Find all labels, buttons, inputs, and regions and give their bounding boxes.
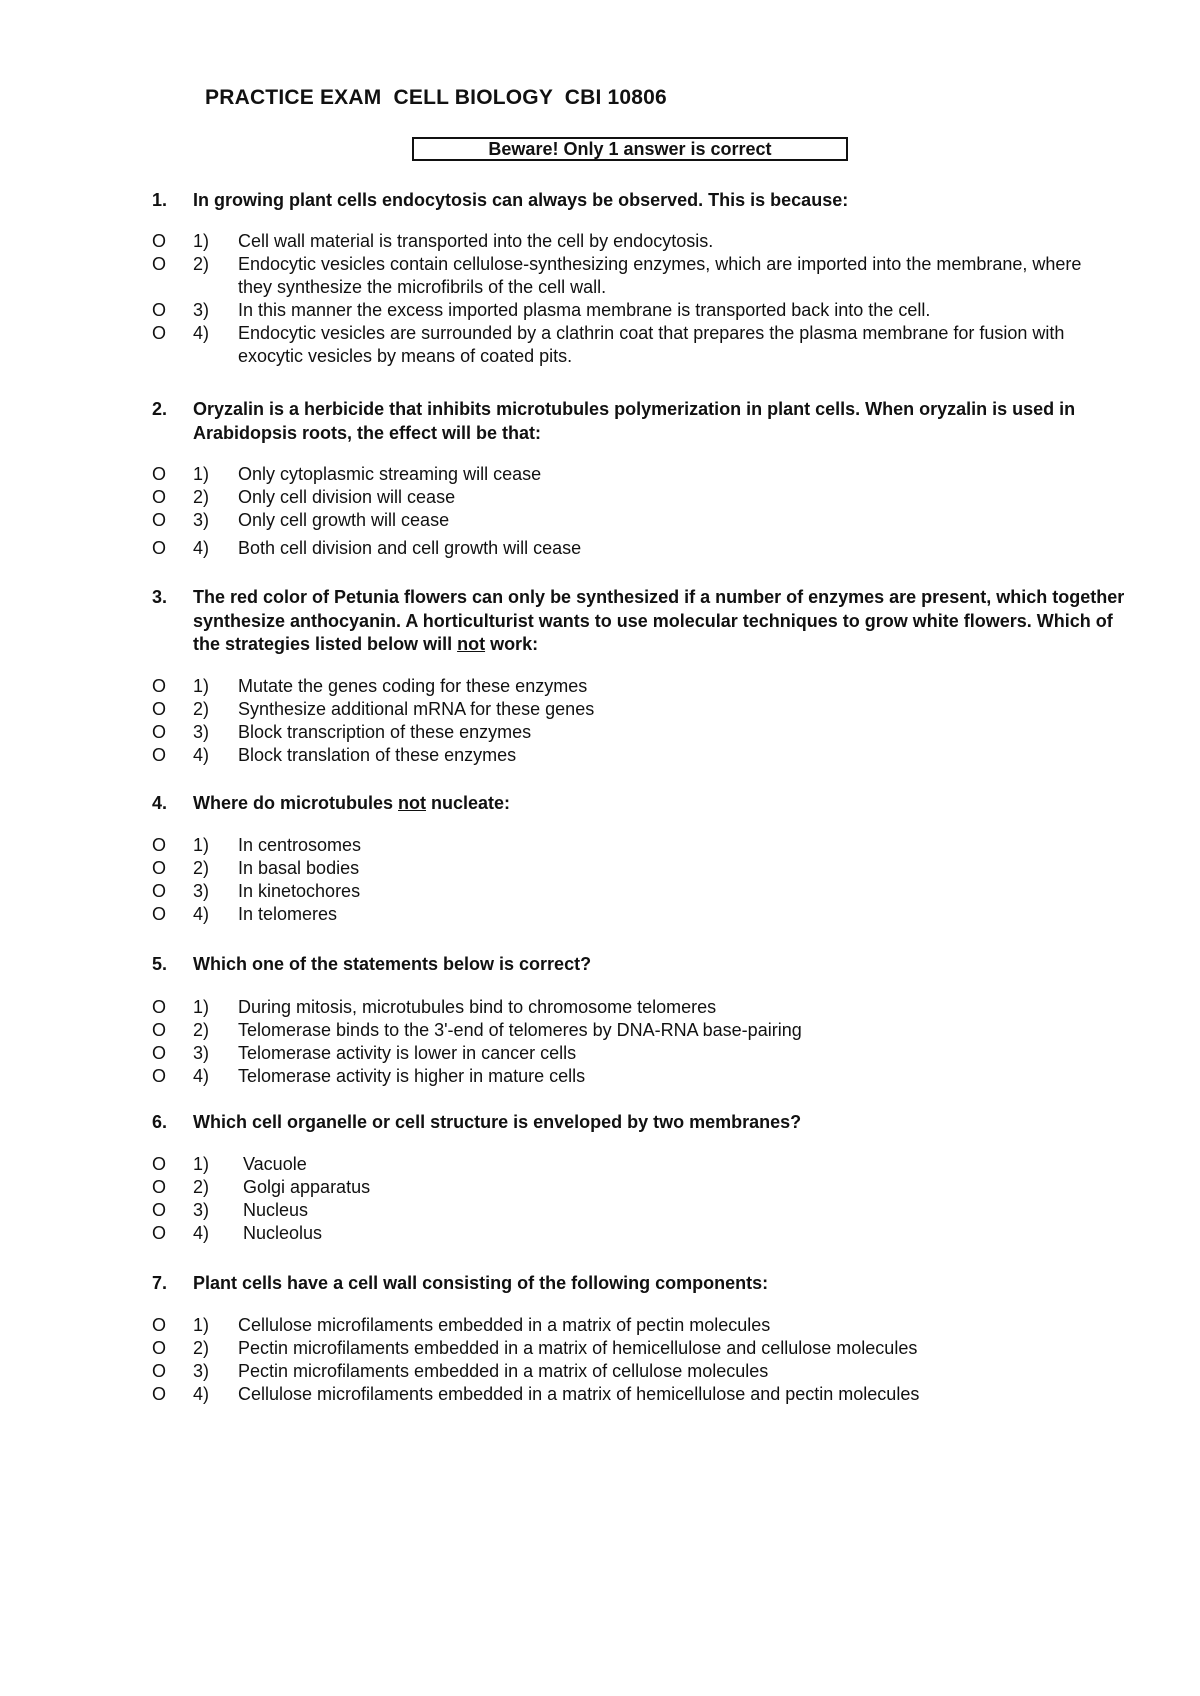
option-label: 1) — [193, 676, 210, 696]
option-text: Nucleus — [243, 1200, 309, 1220]
question-text-start: Where do microtubules — [193, 793, 399, 813]
option-text: During mitosis, microtubules bind to chromosome telomeres — [238, 997, 717, 1017]
option-text: Both cell division and cell growth will cease — [238, 538, 582, 558]
option-label: 1) — [193, 835, 210, 855]
radio-circle-icon[interactable]: O — [152, 538, 167, 558]
option-label: 3) — [193, 881, 210, 901]
question-text: Which one of the statements below is correct? — [193, 954, 592, 974]
option-text: Only cell growth will cease — [238, 510, 450, 530]
radio-circle-icon[interactable]: O — [152, 323, 167, 343]
option-label: 3) — [193, 1361, 210, 1381]
option-label: 3) — [193, 1200, 210, 1220]
radio-circle-icon[interactable]: O — [152, 722, 167, 742]
option-text: Nucleolus — [243, 1223, 323, 1243]
radio-circle-icon[interactable]: O — [152, 1361, 167, 1381]
option-text: Synthesize additional mRNA for these genes — [238, 699, 595, 719]
option-label: 2) — [193, 254, 210, 274]
radio-circle-icon[interactable]: O — [152, 1338, 167, 1358]
question-number: 6. — [152, 1112, 168, 1132]
option-text: In basal bodies — [238, 858, 360, 878]
radio-circle-icon[interactable]: O — [152, 699, 167, 719]
radio-circle-icon[interactable]: O — [152, 1066, 167, 1086]
question-number: 1. — [152, 190, 168, 210]
option-label: 3) — [193, 722, 210, 742]
option-text: In kinetochores — [238, 881, 361, 901]
radio-circle-icon[interactable]: O — [152, 1315, 167, 1335]
question-text — [193, 586, 1128, 657]
radio-circle-icon[interactable]: O — [152, 300, 167, 320]
radio-circle-icon[interactable]: O — [152, 835, 167, 855]
option-label: 2) — [193, 1177, 210, 1197]
option-text: Mutate the genes coding for these enzymes — [238, 676, 588, 696]
radio-circle-icon[interactable]: O — [152, 745, 167, 765]
option-label: 2) — [193, 858, 210, 878]
radio-circle-icon[interactable]: O — [152, 1154, 167, 1174]
question-number: 4. — [152, 793, 168, 813]
question-number: 3. — [152, 587, 168, 607]
radio-circle-icon[interactable]: O — [152, 464, 167, 484]
option-label: 2) — [193, 487, 210, 507]
radio-circle-icon[interactable]: O — [152, 1384, 167, 1404]
notice-box: Beware! Only 1 answer is correct — [412, 137, 848, 161]
option-label: 3) — [193, 1043, 210, 1063]
option-text: Cellulose microfilaments embedded in a matrix of hemicellulose and pectin molecules — [238, 1384, 920, 1404]
option-text: In this manner the excess imported plasma membrane is transported back into the cell. — [238, 300, 931, 320]
option-label: 1) — [193, 1154, 210, 1174]
question-text — [193, 792, 1128, 816]
option-text: Telomerase activity is higher in mature cells — [238, 1066, 586, 1086]
question-number: 7. — [152, 1273, 168, 1293]
option-text: Golgi apparatus — [243, 1177, 371, 1197]
radio-circle-icon[interactable]: O — [152, 904, 167, 924]
option-label: 4) — [193, 1066, 210, 1086]
radio-circle-icon[interactable]: O — [152, 1043, 167, 1063]
radio-circle-icon[interactable]: O — [152, 231, 167, 251]
page-title: PRACTICE EXAM CELL BIOLOGY CBI 10806 — [205, 86, 667, 109]
option-text: Only cell division will cease — [238, 487, 456, 507]
option-label: 4) — [193, 904, 210, 924]
option-text: Block translation of these enzymes — [238, 745, 517, 765]
option-text: Cellulose microfilaments embedded in a matrix of pectin molecules — [238, 1315, 771, 1335]
option-label: 4) — [193, 745, 210, 765]
option-text: In telomeres — [238, 904, 338, 924]
question-number: 5. — [152, 954, 168, 974]
radio-circle-icon[interactable]: O — [152, 487, 167, 507]
option-label: 2) — [193, 699, 210, 719]
radio-circle-icon[interactable]: O — [152, 676, 167, 696]
question-text-start: The red color of Petunia flowers can only be synthesized if a number of enzymes are present, which together synthesize anthocyanin. A horticulturist wants to use molecular techniques to grow white flowers. Which of the strategies listed below will — [193, 587, 1125, 654]
radio-circle-icon[interactable]: O — [152, 858, 167, 878]
question-text-end: work: — [485, 634, 539, 654]
question-text: Which cell organelle or cell structure is enveloped by two membranes? — [193, 1112, 802, 1132]
option-text: Endocytic vesicles contain cellulose-synthesizing enzymes, which are imported into the membrane, where they synthesize the microfibrils of the cell wall. — [238, 254, 1082, 297]
radio-circle-icon[interactable]: O — [152, 510, 167, 530]
question-number: 2. — [152, 399, 168, 419]
option-label: 4) — [193, 323, 210, 343]
option-text: Cell wall material is transported into the cell by endocytosis. — [238, 231, 714, 251]
radio-circle-icon[interactable]: O — [152, 997, 167, 1017]
question-text: Oryzalin is a herbicide that inhibits microtubules polymerization in plant cells. When oryzalin is used in Arabidopsis roots, the effect will be that: — [193, 399, 1076, 443]
radio-circle-icon[interactable]: O — [152, 1177, 167, 1197]
radio-circle-icon[interactable]: O — [152, 254, 167, 274]
option-text: Telomerase activity is lower in cancer cells — [238, 1043, 577, 1063]
question-text: Plant cells have a cell wall consisting of the following components: — [193, 1273, 769, 1293]
option-label: 3) — [193, 300, 210, 320]
option-text: Telomerase binds to the 3'-end of telomeres by DNA-RNA base-pairing — [238, 1020, 802, 1040]
option-label: 2) — [193, 1020, 210, 1040]
option-text: Vacuole — [243, 1154, 307, 1174]
option-label: 4) — [193, 538, 210, 558]
question-text: In growing plant cells endocytosis can always be observed. This is because: — [193, 190, 849, 210]
option-label: 1) — [193, 1315, 210, 1335]
option-label: 1) — [193, 231, 210, 251]
radio-circle-icon[interactable]: O — [152, 881, 167, 901]
option-text: Block transcription of these enzymes — [238, 722, 532, 742]
radio-circle-icon[interactable]: O — [152, 1200, 167, 1220]
option-text: Only cytoplasmic streaming will cease — [238, 464, 542, 484]
option-label: 2) — [193, 1338, 210, 1358]
question-emphasis: not — [457, 634, 486, 654]
question-text-end: nucleate: — [426, 793, 511, 813]
option-label: 1) — [193, 464, 210, 484]
option-text: Endocytic vesicles are surrounded by a clathrin coat that prepares the plasma membrane for fusion with exocytic vesicles by means of coated pits. — [238, 323, 1065, 366]
option-text: Pectin microfilaments embedded in a matrix of hemicellulose and cellulose molecules — [238, 1338, 918, 1358]
option-text: In centrosomes — [238, 835, 362, 855]
question-emphasis: not — [398, 793, 427, 813]
option-text: Pectin microfilaments embedded in a matrix of cellulose molecules — [238, 1361, 769, 1381]
option-label: 3) — [193, 510, 210, 530]
option-label: 4) — [193, 1384, 210, 1404]
option-label: 4) — [193, 1223, 210, 1243]
radio-circle-icon[interactable]: O — [152, 1020, 167, 1040]
radio-circle-icon[interactable]: O — [152, 1223, 167, 1243]
option-label: 1) — [193, 997, 210, 1017]
